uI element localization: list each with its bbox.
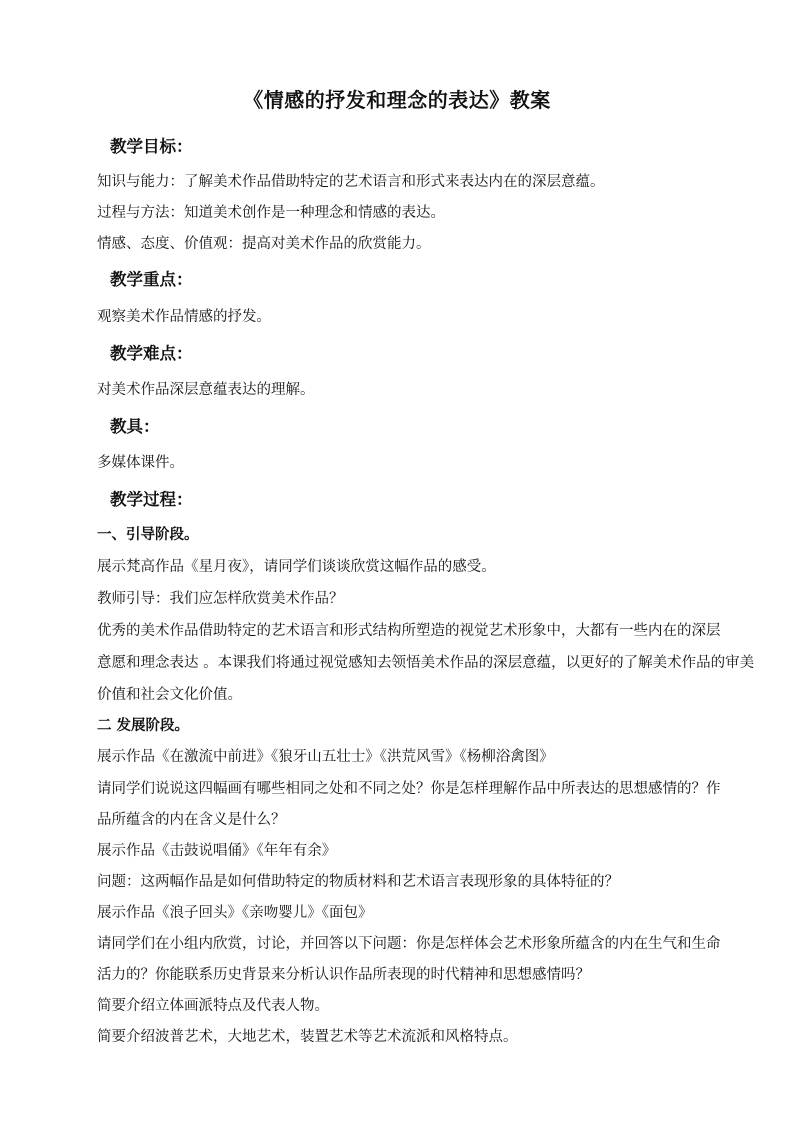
section-2-para-1: 展示作品《在激流中前进》《狼牙山五壮士》《洪荒风雪》《杨柳浴禽图》 <box>97 749 554 765</box>
section-2-para-6-line-2: 活力的？你能联系历史背景来分析认识作品所表现的时代精神和思想感情吗？ <box>97 967 590 983</box>
key-point-text: 观察美术作品情感的抒发。 <box>97 309 271 325</box>
section-2-para-4: 问题：这两幅作品是如何借助特定的物质材料和艺术语言表现形象的具体特征的？ <box>97 874 619 890</box>
section-1-para-1: 展示梵高作品《星月夜》，请同学们谈谈欣赏这幅作品的感受。 <box>97 559 496 575</box>
heading-teaching-goals: 教学目标： <box>110 137 193 156</box>
document-title: 《情感的抒发和理念的表达》教案 <box>243 88 551 112</box>
tools-text: 多媒体课件。 <box>97 455 184 471</box>
section-2-para-3: 展示作品《击鼓说唱俑》《年年有余》 <box>97 843 337 859</box>
section-1-para-3-line-2: 意愿和理念表达 。本课我们将通过视觉感知去领悟美术作品的深层意蕴，以更好的了解美术作品的审美 <box>97 655 755 671</box>
section-2-para-2-line-2: 品所蕴含的内在含义是什么？ <box>97 812 286 828</box>
section-2-para-7: 简要介绍立体画派特点及代表人物。 <box>97 998 329 1014</box>
section-2-para-2-line-1: 请同学们说说这四幅画有哪些相同之处和不同之处？你是怎样理解作品中所表达的思想感情的？作 <box>97 781 721 797</box>
section-2-title: 二 发展阶段。 <box>97 717 190 734</box>
heading-key-point: 教学重点： <box>110 270 193 289</box>
heading-process: 教学过程： <box>110 490 193 509</box>
section-1-title: 一、引导阶段。 <box>97 526 199 543</box>
goal-knowledge: 知识与能力：了解美术作品借助特定的艺术语言和形式来表达内在的深层意蕴。 <box>97 174 605 190</box>
section-2-para-6-line-1: 请同学们在小组内欣赏，讨论，并回答以下问题：你是怎样体会艺术形象所蕴含的内在生气和生命 <box>97 936 721 952</box>
heading-tools: 教具： <box>110 417 160 436</box>
difficulty-text: 对美术作品深层意蕴表达的理解。 <box>97 382 315 398</box>
section-2-para-5: 展示作品《浪子回头》《亲吻婴儿》《面包》 <box>97 905 373 921</box>
section-1-para-3-line-1: 优秀的美术作品借助特定的艺术语言和形式结构所塑造的视觉艺术形象中，大都有一些内在的深层 <box>97 623 721 639</box>
heading-difficulty: 教学难点： <box>110 344 193 363</box>
section-1-para-3-line-3: 价值和社会文化价值。 <box>97 687 242 703</box>
section-1-para-2: 教师引导：我们应怎样欣赏美术作品？ <box>97 591 344 607</box>
goal-attitude: 情感、态度、价值观：提高对美术作品的欣赏能力。 <box>97 236 431 252</box>
goal-process: 过程与方法：知道美术创作是一种理念和情感的表达。 <box>97 205 445 221</box>
section-2-para-8: 简要介绍波普艺术，大地艺术，装置艺术等艺术流派和风格特点。 <box>97 1029 518 1045</box>
